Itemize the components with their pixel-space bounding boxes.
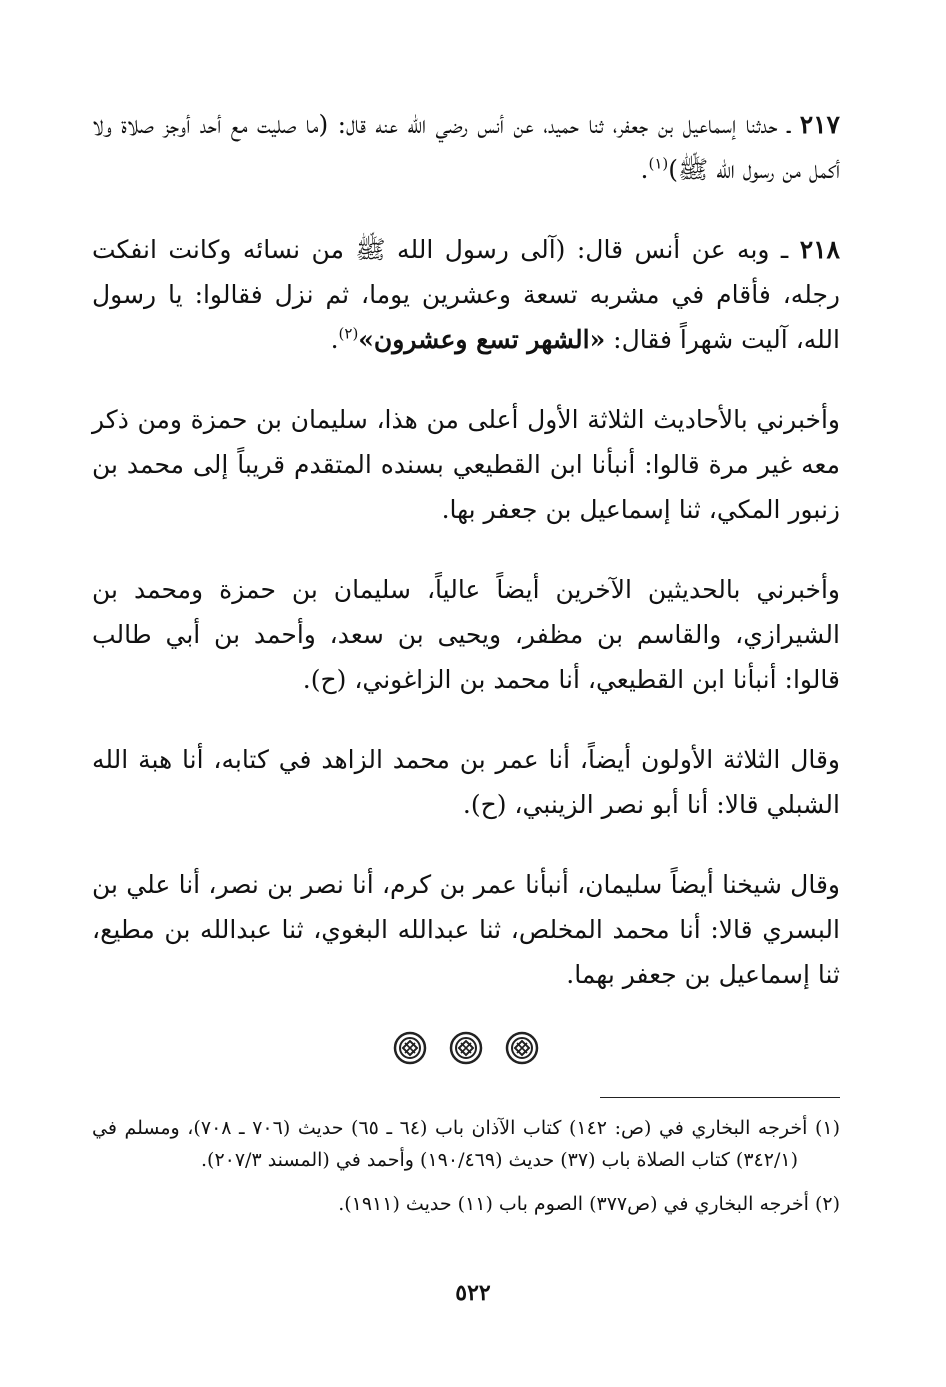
main-text (92, 102, 840, 1065)
footnote-marker: (١) (814, 1117, 840, 1139)
footnote-marker: (٢) (814, 1193, 840, 1215)
chain-paragraph: وأخبرني بالأحاديث الثلاثة الأول أعلى من هذا، سليمان بن حمزة ومن ذكر معه غير مرة قالوا: أنبأنا ابن القطيعي بسنده المتقدم قريباً إلى محمد بن زنبور المكي، ثنا إسماعيل بن جعفر بها. (92, 405, 840, 524)
chain-paragraph: وأخبرني بالحديثين الآخرين أيضاً عالياً، سليمان بن حمزة ومحمد بن الشيرازي، والقاسم بن مظفر، ويحيى بن سعد، وأحمد بن أبي طالب قالوا: أنبأنا ابن القطيعي، أنا محمد بن الزاغوني، (ح). (92, 575, 840, 694)
hadith-number: ٢١٧ (799, 110, 840, 139)
hadith-text: ـ حدثنا إسماعيل بن جعفر، ثنا حميد، عن أنس رضي الله عنه قال: (ما صليت مع أحد أوجز صلاة ولا أكمل من رسول الله ﷺ) (92, 110, 840, 184)
footnotes (92, 1112, 840, 1220)
paragraph-end: . (640, 155, 649, 184)
footnote-text: أخرجه البخاري في (ص: ١٤٢) كتاب الآذان باب (٦٤ ـ ٦٥) حديث (٧٠٦ ـ ٧٠٨)، ومسلم في (٣٤٢/١) كتاب الصلاة باب (٣٧) حديث (١٩٠/٤٦٩) وأحمد في (المسند ٢٠٧/٣). (92, 1117, 808, 1171)
chain-paragraph: وقال شيخنا أيضاً سليمان، أنبأنا عمر بن كرم، أنا نصر بن نصر، أنا علي بن البسري قالا: أنا محمد المخلص، ثنا عبدالله البغوي، ثنا عبدالله بن مطيع، ثنا إسماعيل بن جعفر بهما. (92, 870, 840, 989)
section-divider (92, 1031, 840, 1065)
footnote-separator (600, 1097, 840, 1098)
footnote-1 (92, 1112, 840, 1176)
paragraph-end: . (330, 325, 339, 354)
footnote-ref: (٢) (338, 324, 359, 343)
page-number: ٥٢٢ (455, 1280, 491, 1306)
hadith-218 (92, 227, 840, 362)
footnote-ref: (١) (648, 154, 669, 173)
ornament-icon (449, 1031, 483, 1065)
ornament-icon (393, 1031, 427, 1065)
hadith-quote: «الشهر تسع وعشرون» (358, 325, 606, 354)
ornament-icon (505, 1031, 539, 1065)
hadith-text: ـ وبه عن أنس قال: (آلى رسول الله ﷺ من نسائه وكانت انفكت رجله، فأقام في مشربه تسعة وعشرين يوما، ثم نزل فقالوا: يا رسول الله، آليت شهراً فقال: (92, 235, 840, 354)
hadith-number: ٢١٨ (799, 235, 840, 264)
footnote-2 (92, 1188, 840, 1220)
chain-paragraph: وقال الثلاثة الأولون أيضاً، أنا عمر بن محمد الزاهد في كتابه، أنا هبة الله الشبلي قالا: أنا أبو نصر الزينبي، (ح). (92, 745, 840, 819)
hadith-217 (92, 102, 840, 192)
footnote-text: أخرجه البخاري في (ص٣٧٧) الصوم باب (١١) حديث (١٩١١). (338, 1193, 809, 1215)
